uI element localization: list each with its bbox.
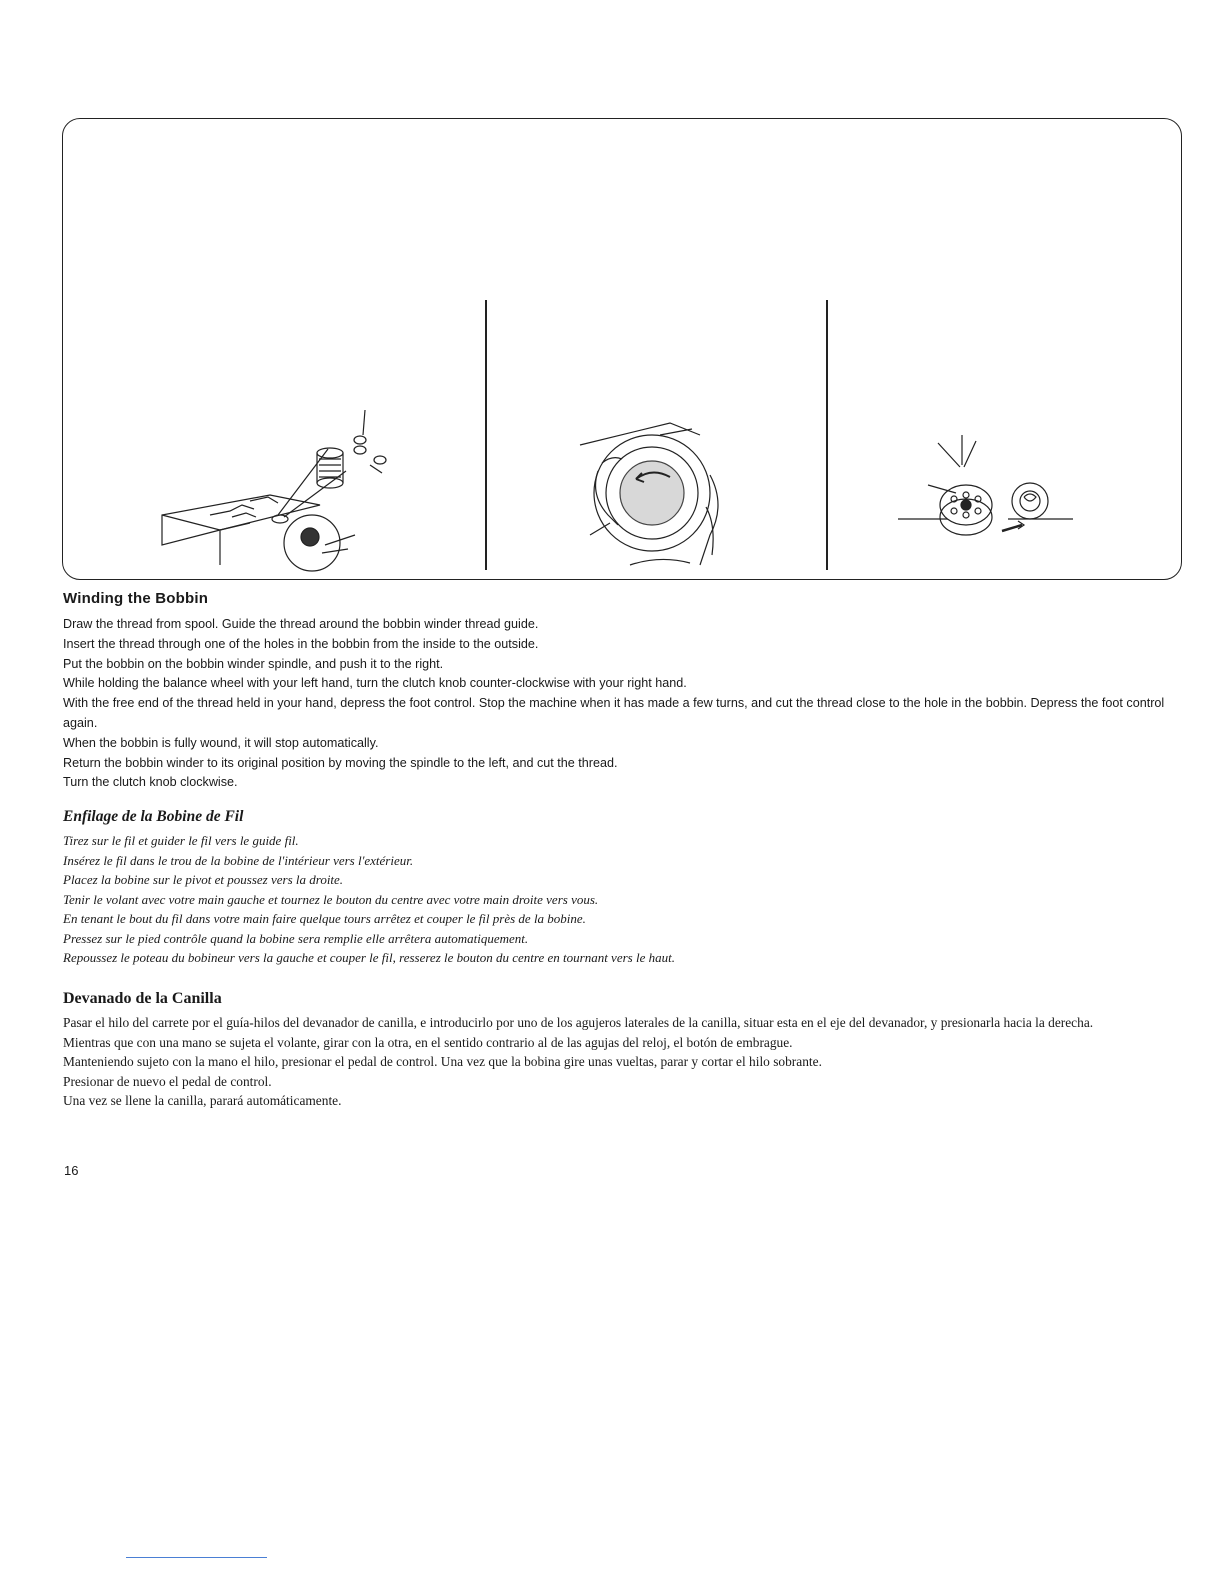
- spanish-line: Mientras que con una mano se sujeta el volante, girar con la otra, en el sentido contrario al de las agujas del reloj, el botón de embrague.: [63, 1034, 793, 1050]
- spanish-line: Pasar el hilo del carrete por el guía-hilos del devanador de canilla, e introducirlo por uno de los agujeros laterales de la canilla, situar esta en el eje del devanador, y presionarla hacia la derecha.: [63, 1015, 1094, 1030]
- figure-divider: [826, 300, 828, 570]
- spanish-line: Manteniendo sujeto con la mano el hilo, presionar el pedal de control. Una vez que la bobina gire unas vueltas, parar y cortar el hilo sobrante.: [63, 1054, 822, 1070]
- french-line: Tirez sur le fil et guider le fil vers le guide fil.: [63, 833, 299, 848]
- footer-rule: [126, 1557, 267, 1558]
- french-line: Placez la bobine sur le pivot et poussez vers la droite.: [63, 872, 344, 887]
- french-line: Insérez le fil dans le trou de la bobine de l'intérieur vers l'extérieur.: [63, 852, 414, 868]
- english-line: Insert the thread through one of the holes in the bobbin from the inside to the outside.: [63, 636, 539, 651]
- figure-divider: [485, 300, 487, 570]
- spanish-section: [63, 990, 1188, 1111]
- spanish-line: Presionar de nuevo el pedal de control.: [63, 1073, 272, 1089]
- french-line: Pressez sur le pied contrôle quand la bobine sera remplie elle arrêtera automatiquement.: [63, 930, 529, 946]
- bobbin-winder-threading-illustration: [150, 405, 400, 575]
- english-line: Draw the thread from spool. Guide the thread around the bobbin winder thread guide.: [63, 617, 539, 631]
- english-line: When the bobbin is fully wound, it will stop automatically.: [63, 735, 379, 750]
- french-heading: Enfilage de la Bobine de Fil: [63, 808, 244, 825]
- french-line: Tenir le volant avec votre main gauche et tournez le bouton du centre avec votre main droite vers vous.: [63, 891, 599, 907]
- english-line: Turn the clutch knob clockwise.: [63, 775, 238, 790]
- french-section: [63, 808, 1188, 968]
- english-line: Put the bobbin on the bobbin winder spindle, and push it to the right.: [63, 656, 444, 671]
- french-line: En tenant le bout du fil dans votre main faire quelque tours arrêtez et couper le fil près de la bobine.: [63, 911, 586, 926]
- english-section: [63, 590, 1188, 793]
- spanish-line: Una vez se llene la canilla, parará automáticamente.: [63, 1093, 342, 1109]
- bobbin-with-thread-illustration: [898, 435, 1073, 555]
- page-number: 16: [64, 1163, 79, 1178]
- english-heading: Winding the Bobbin: [63, 590, 209, 607]
- english-line: With the free end of the thread held in your hand, depress the foot control. Stop the machine when it has made a few turns, and cut the thread close to the hole in the bobbin. Depress the foot control again.: [63, 696, 1165, 730]
- french-line: Repoussez le poteau du bobineur vers la gauche et couper le fil, resserez le bouton du centre en tournant vers le haut.: [63, 950, 675, 965]
- english-line: Return the bobbin winder to its original position by moving the spindle to the left, and cut the thread.: [63, 755, 618, 770]
- spanish-heading: Devanado de la Canilla: [63, 990, 222, 1007]
- hands-turning-clutch-knob-illustration: [560, 415, 740, 575]
- english-line: While holding the balance wheel with your left hand, turn the clutch knob counter-clockwise with your right hand.: [63, 676, 687, 691]
